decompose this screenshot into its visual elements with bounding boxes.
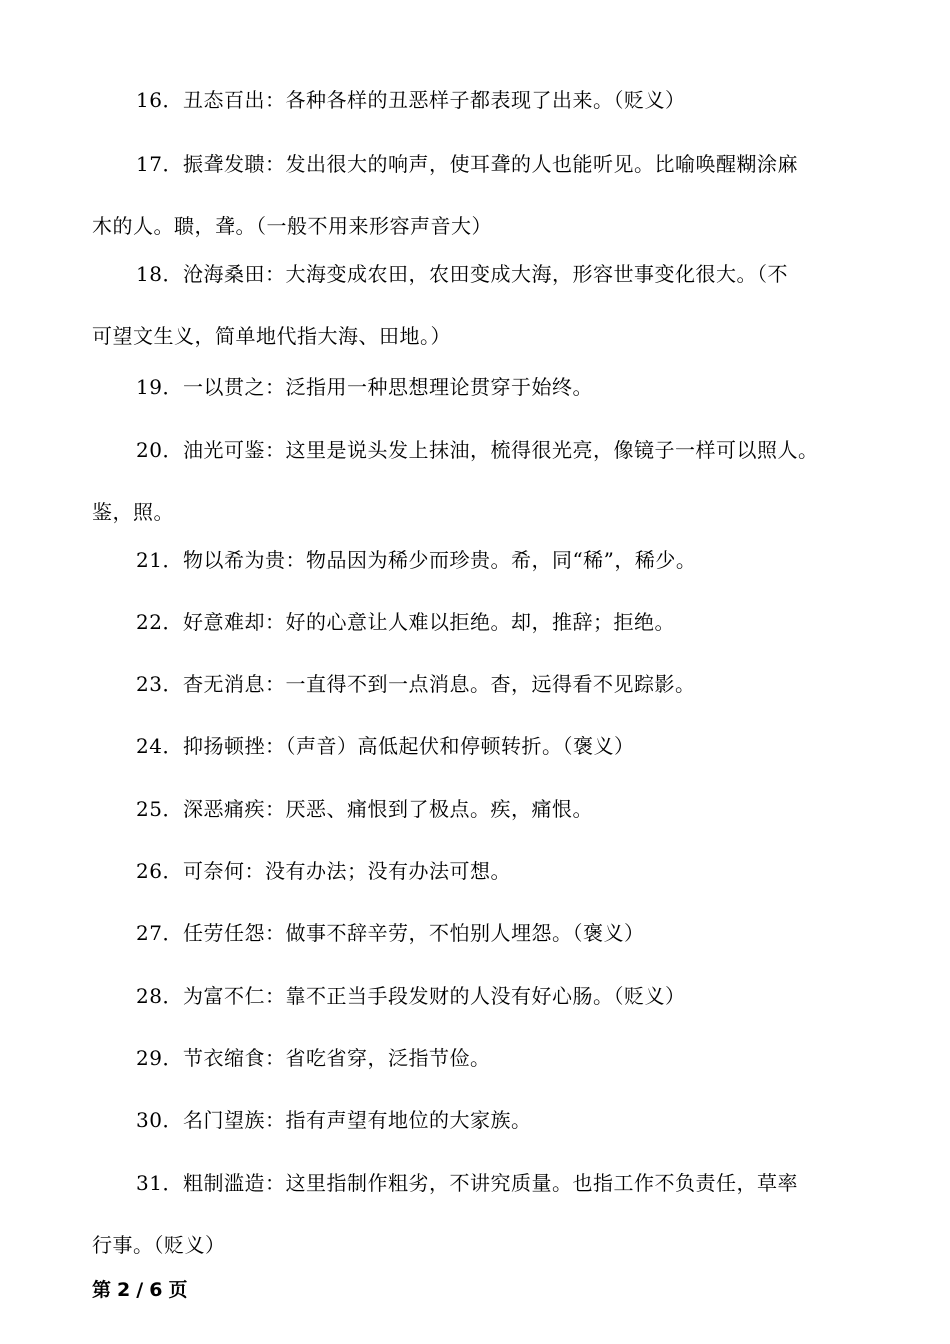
- total-pages: 6: [149, 1279, 163, 1301]
- entry-line: 26．可奈何：没有办法；没有办法可想。: [136, 859, 511, 883]
- entry-21: [92, 546, 872, 575]
- page-separator: /: [136, 1279, 144, 1301]
- entry-line: 19．一以贯之：泛指用一种思想理论贯穿于始终。: [136, 375, 593, 399]
- entry-25: [92, 795, 872, 824]
- entry-31: [92, 1169, 872, 1260]
- entry-23: [92, 670, 872, 699]
- entry-line: 22．好意难却：好的心意让人难以拒绝。却，推辞；拒绝。: [136, 610, 675, 634]
- entry-line: 20．油光可鉴：这里是说头发上抹油，梳得很光亮，像镜子一样可以照人。: [136, 438, 819, 462]
- entry-line: 24．抑扬顿挫：（声音）高低起伏和停顿转折。（褒义）: [136, 734, 635, 758]
- entry-26: [92, 857, 872, 886]
- entry-line: 25．深恶痛疾：厌恶、痛恨到了极点。疾，痛恨。: [136, 797, 593, 821]
- page-number: [92, 1278, 193, 1302]
- current-page: 2: [117, 1279, 131, 1301]
- entry-line: 17．振聋发聩：发出很大的响声，使耳聋的人也能听见。比喻唤醒糊涂麻: [136, 152, 798, 176]
- page-label-prefix: 第: [92, 1279, 112, 1301]
- entry-line: 30．名门望族：指有声望有地位的大家族。: [136, 1108, 532, 1132]
- entry-22: [92, 608, 872, 637]
- entry-18: [92, 260, 872, 351]
- entry-17: [92, 150, 872, 241]
- entry-line: 16．丑态百出：各种各样的丑恶样子都表现了出来。（贬义）: [136, 88, 686, 112]
- entry-line: 29．节衣缩食：省吃省穿，泛指节俭。: [136, 1046, 491, 1070]
- entry-16: [92, 86, 872, 115]
- entry-30: [92, 1106, 872, 1135]
- entry-line: 27．任劳任怨：做事不辞辛劳，不怕别人埋怨。（褒义）: [136, 921, 645, 945]
- entry-line: 21．物以希为贵：物品因为稀少而珍贵。希，同“稀”，稀少。: [136, 548, 697, 572]
- entry-27: [92, 919, 872, 948]
- entry-24: [92, 732, 872, 761]
- entry-19: [92, 373, 872, 402]
- entry-line: 木的人。聩，聋。（一般不用来形容声音大）: [92, 214, 492, 238]
- entry-20: [92, 436, 872, 527]
- entry-line: 行事。（贬义）: [92, 1233, 226, 1257]
- entry-line: 18．沧海桑田：大海变成农田，农田变成大海，形容世事变化很大。（不: [136, 262, 788, 286]
- entry-line: 23．杳无消息：一直得不到一点消息。杳，远得看不见踪影。: [136, 672, 696, 696]
- page-label-suffix: 页: [168, 1279, 188, 1301]
- entry-line: 31．粗制滥造：这里指制作粗劣，不讲究质量。也指工作不负责任，草率: [136, 1171, 798, 1195]
- entry-line: 可望文生义，简单地代指大海、田地。）: [92, 324, 451, 348]
- entry-29: [92, 1044, 872, 1073]
- entry-line: 28．为富不仁：靠不正当手段发财的人没有好心肠。（贬义）: [136, 984, 686, 1008]
- entry-28: [92, 982, 872, 1011]
- entry-line: 鉴，照。: [92, 500, 174, 524]
